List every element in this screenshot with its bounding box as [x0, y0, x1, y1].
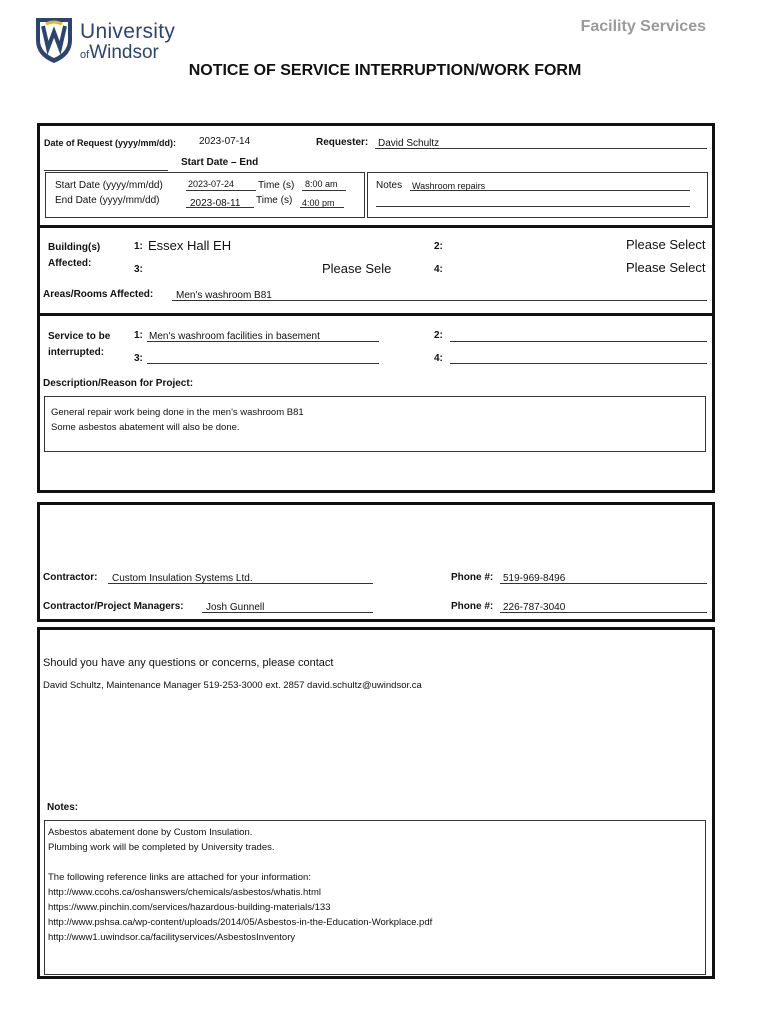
areas-rooms-value[interactable]: Men's washroom B81 [176, 290, 272, 301]
building-4-select[interactable]: Please Select [626, 260, 706, 275]
start-time-label: Time (s) [258, 180, 295, 191]
service-1-number: 1: [134, 330, 143, 341]
notes-box [367, 172, 708, 218]
department-name: Facility Services [580, 18, 706, 35]
description-line-2: Some asbestos abatement will also be done. [51, 422, 240, 433]
logo-wordmark-university: University [80, 20, 176, 43]
description-line-1: General repair work being done in the men's washroom B81 [51, 407, 304, 418]
building-1-number: 1: [134, 241, 143, 252]
service-4-number: 4: [434, 353, 443, 364]
service-1-value[interactable]: Men's washroom facilities in basement [149, 331, 320, 342]
notes-link-1[interactable]: http://www.ccohs.ca/oshanswers/chemicals/asbestos/whatis.html [48, 887, 321, 898]
start-date-value[interactable]: 2023-07-24 [188, 179, 235, 189]
phone-2-value[interactable]: 226-787-3040 [503, 602, 566, 613]
building-2-number: 2: [434, 241, 443, 252]
managers-value[interactable]: Josh Gunnell [206, 602, 265, 613]
contractor-label: Contractor: [43, 572, 98, 583]
building-4-number: 4: [434, 264, 443, 275]
end-date-label: End Date (yyyy/mm/dd) [55, 195, 160, 206]
date-of-request-label: Date of Request (yyyy/mm/dd): [44, 138, 177, 148]
start-time-value[interactable]: 8:00 am [305, 179, 338, 189]
service-3-number: 3: [134, 353, 143, 364]
phone-2-label: Phone #: [451, 601, 494, 612]
start-date-label: Start Date (yyyy/mm/dd) [55, 180, 163, 191]
start-end-date-label: Start Date – End [181, 157, 259, 168]
contractor-value[interactable]: Custom Insulation Systems Ltd. [112, 573, 253, 584]
requester-label: Requester: [316, 137, 369, 148]
end-date-value[interactable]: 2023-08-11 [190, 198, 241, 209]
buildings-label-line2: Affected: [48, 258, 92, 269]
end-time-label: Time (s) [256, 195, 293, 206]
start-time-underline [302, 190, 346, 191]
service-2-number: 2: [434, 330, 443, 341]
start-date-underline [186, 190, 256, 191]
notes-section-label: Notes: [47, 802, 79, 813]
service-4-field[interactable] [450, 363, 707, 364]
form-title: NOTICE OF SERVICE INTERRUPTION/WORK FORM [188, 62, 582, 79]
service-label-line2: interrupted: [48, 347, 105, 358]
notes-label: Notes [376, 180, 403, 191]
buildings-label-line1: Building(s) [48, 242, 101, 253]
service-3-field[interactable] [147, 363, 379, 364]
building-3-number: 3: [134, 264, 143, 275]
requester-value[interactable]: David Schultz [378, 138, 440, 149]
description-label: Description/Reason for Project: [43, 378, 194, 389]
phone-1-value[interactable]: 519-969-8496 [503, 573, 566, 584]
logo-wordmark-of: of [80, 49, 90, 61]
contact-details: David Schultz, Maintenance Manager 519-253-3000 ext. 2857 david.schultz@uwindsor.ca [43, 680, 422, 691]
end-time-value[interactable]: 4:00 pm [302, 198, 335, 208]
logo-wordmark-windsor-text: Windsor [89, 42, 159, 63]
areas-rooms-label: Areas/Rooms Affected: [43, 289, 154, 300]
service-2-field[interactable] [450, 341, 707, 342]
university-logo-crest [34, 14, 74, 64]
notes-line-1: Asbestos abatement done by Custom Insulation. [48, 827, 253, 838]
notes-underline-2 [376, 206, 690, 207]
building-3-select[interactable]: Please Sele [322, 261, 392, 276]
notes-link-2[interactable]: https://www.pinchin.com/services/hazardous-building-materials/133 [48, 902, 331, 913]
notes-value[interactable]: Washroom repairs [412, 181, 486, 191]
section-divider [37, 313, 715, 316]
contact-intro: Should you have any questions or concerns, please contact [43, 657, 334, 669]
managers-label: Contractor/Project Managers: [43, 601, 184, 612]
notes-link-4[interactable]: http://www1.uwindsor.ca/facilityservices/AsbestosInventory [48, 932, 296, 943]
notes-link-3[interactable]: http://www.pshsa.ca/wp-content/uploads/2014/05/Asbestos-in-the-Education-Workplace.pdf [48, 917, 433, 928]
notes-line-2: Plumbing work will be completed by University trades. [48, 842, 275, 853]
section-divider [37, 225, 715, 228]
service-label-line1: Service to be [48, 331, 111, 342]
date-of-request-value[interactable]: 2023-07-14 [199, 136, 251, 147]
building-1-select[interactable]: Essex Hall EH [148, 238, 232, 253]
building-2-select[interactable]: Please Select [626, 237, 706, 252]
notes-line-4: The following reference links are attached for your information: [48, 872, 311, 883]
phone-1-label: Phone #: [451, 572, 494, 583]
logo-wordmark-windsor [80, 42, 159, 64]
blank-underline [44, 170, 168, 171]
